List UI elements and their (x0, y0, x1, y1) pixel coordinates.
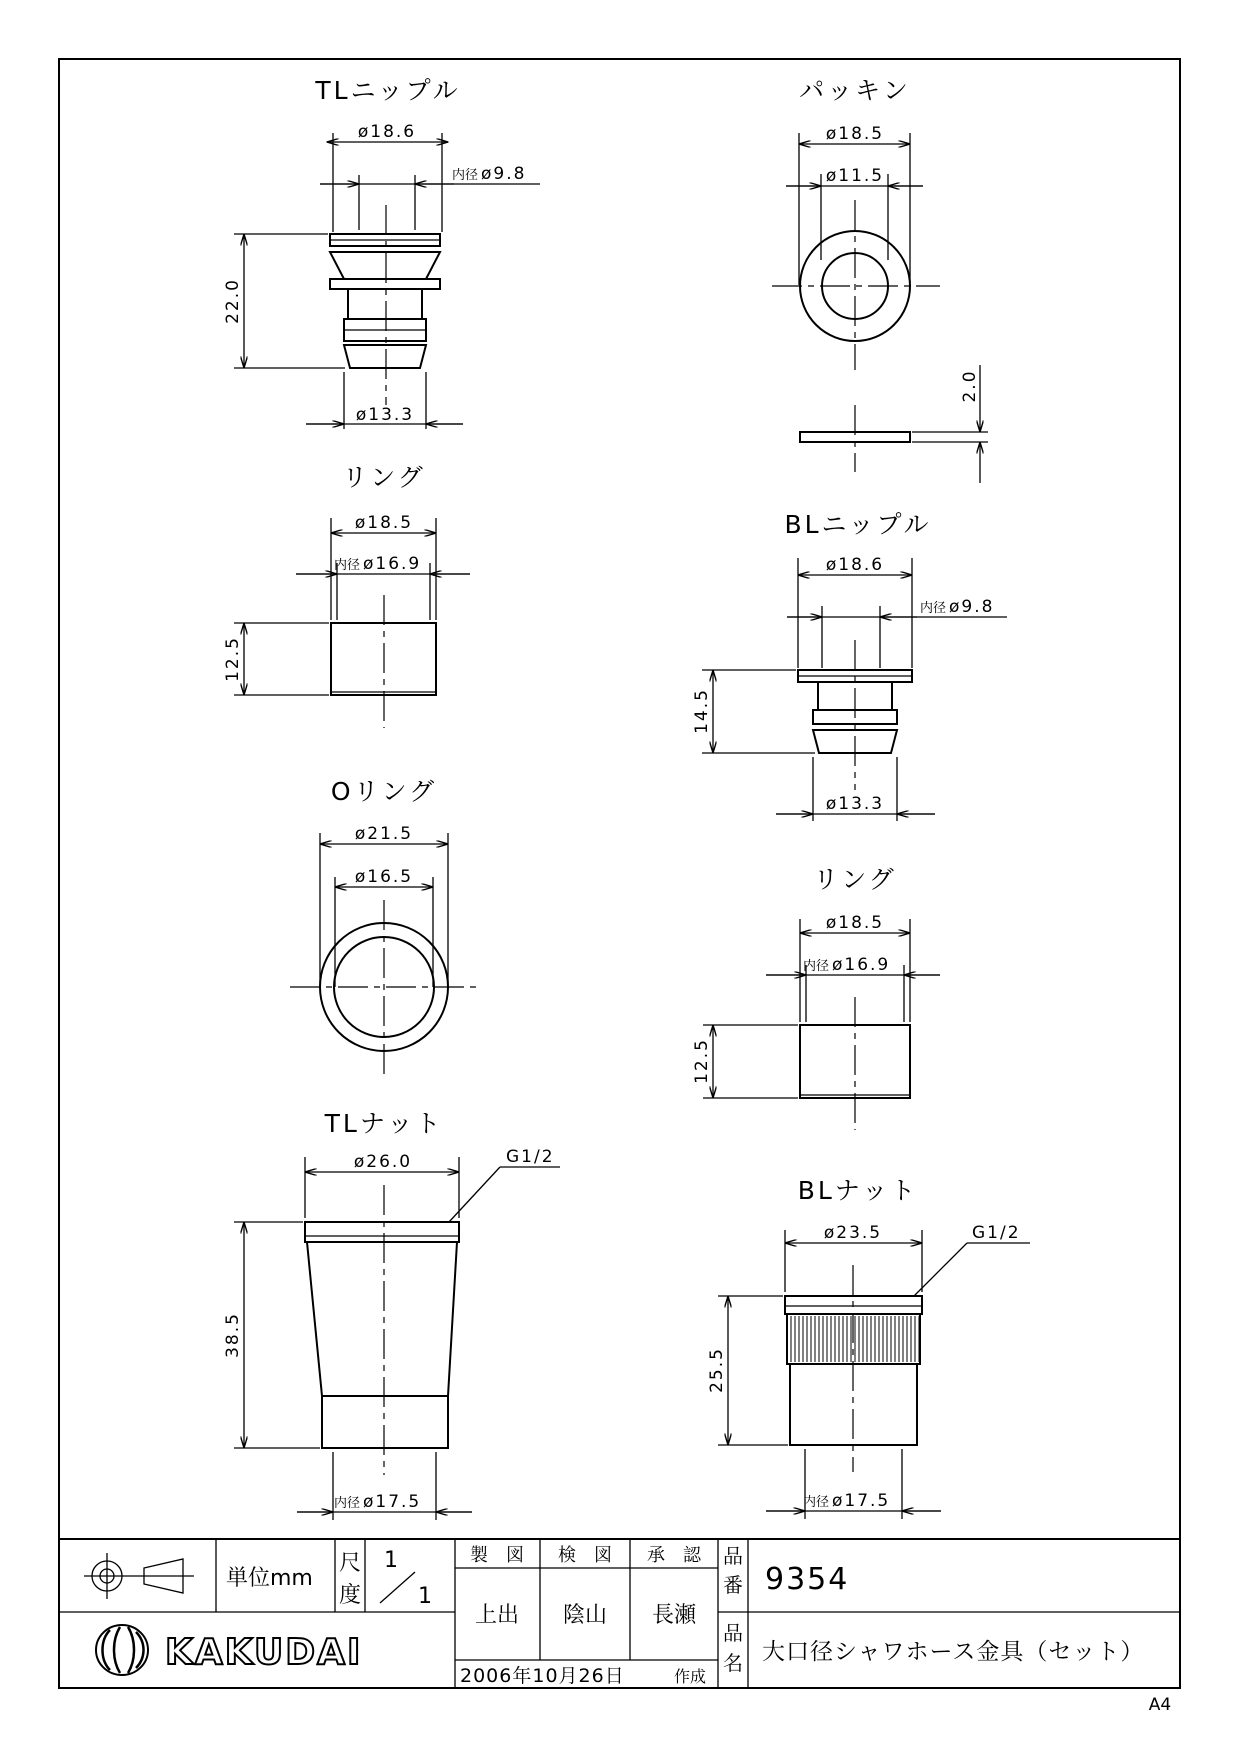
o-ring-view (290, 777, 478, 1078)
tl-nut-view (223, 1109, 560, 1520)
o-ring-title: Oリング (330, 777, 438, 806)
tl-nipple-dia-label: ø18.6 (357, 122, 417, 142)
tl-nut-title: TLナット (324, 1109, 444, 1138)
tl-nipple-inner-prefix: 内径 (452, 168, 479, 183)
scale-label-1: 尺 (339, 1551, 362, 1576)
tl-nut-thread-label: G1/2 (506, 1147, 555, 1167)
checked-label: 検 図 (558, 1545, 612, 1566)
bl-nipple-inner-label: ø9.8 (949, 597, 995, 617)
drawn-label: 製 図 (470, 1545, 524, 1566)
part-no-label-2: 番 (723, 1573, 743, 1597)
bl-nut-dia-label: ø23.5 (823, 1223, 883, 1243)
approved-by: 長瀬 (651, 1603, 697, 1628)
tl-nipple-title: TLニップル (315, 76, 461, 105)
scale-label-2: 度 (339, 1583, 362, 1608)
part-name: 大口径シャワホース金具（セット） (762, 1639, 1145, 1665)
tl-nut-height-label: 38.5 (223, 1312, 243, 1358)
bl-nipple-dia-label: ø18.6 (825, 555, 885, 575)
title-block (59, 1539, 1180, 1688)
created-label: 作成 (674, 1667, 707, 1686)
packing-title: パッキン (799, 76, 911, 105)
bl-nipple-height-label: 14.5 (692, 688, 712, 734)
o-ring-inner-label: ø16.5 (354, 867, 414, 887)
scale-denominator: 1 (418, 1584, 432, 1609)
company-name: KAKUDAI (165, 1632, 363, 1673)
tl-nut-dia-label: ø26.0 (353, 1152, 413, 1172)
tl-nipple-view (223, 76, 540, 429)
kakudai-logo (96, 1625, 362, 1675)
packing-dia-label: ø18.5 (825, 124, 885, 144)
ring-left-height-label: 12.5 (223, 636, 243, 682)
drawn-by: 上出 (474, 1603, 520, 1628)
paper-size-label: A4 (1148, 1695, 1172, 1715)
packing-view (772, 76, 988, 483)
o-ring-dia-label: ø21.5 (354, 824, 414, 844)
ring-left-view (223, 463, 470, 728)
bl-nipple-title: BLニップル (784, 510, 932, 539)
third-angle-projection-icon (84, 1553, 194, 1599)
part-name-label-2: 名 (723, 1651, 743, 1675)
tl-nut-inner-label: ø17.5 (363, 1492, 422, 1512)
bl-nipple-bottom-label: ø13.3 (825, 794, 885, 814)
part-name-label-1: 品 (723, 1621, 743, 1645)
approved-label: 承 認 (647, 1545, 701, 1566)
ring-left-inner-label: ø16.9 (363, 554, 422, 574)
scale-numerator: 1 (384, 1548, 398, 1573)
ring-right-inner-prefix: 内径 (803, 959, 830, 974)
part-no-label-1: 品 (723, 1544, 743, 1568)
ring-right-inner-label: ø16.9 (832, 955, 891, 975)
ring-left-title: リング (342, 463, 426, 492)
bl-nut-inner-label: ø17.5 (832, 1491, 891, 1511)
tl-nut-inner-prefix: 内径 (334, 1496, 361, 1511)
unit-label: 単位mm (226, 1566, 313, 1591)
ring-right-title: リング (813, 865, 897, 894)
ring-left-inner-prefix: 内径 (334, 558, 361, 573)
bl-nut-inner-prefix: 内径 (803, 1495, 830, 1510)
bl-nut-thread-label: G1/2 (972, 1223, 1021, 1243)
creation-date: 2006年10月26日 (460, 1665, 625, 1687)
bl-nut-title: BLナット (797, 1176, 919, 1205)
tl-nipple-bottom-label: ø13.3 (355, 405, 415, 425)
ring-right-dia-label: ø18.5 (825, 913, 885, 933)
ring-right-height-label: 12.5 (692, 1038, 712, 1084)
packing-thickness-label: 2.0 (960, 369, 980, 403)
bl-nipple-view (692, 510, 1007, 821)
checked-by: 陰山 (562, 1603, 608, 1628)
packing-inner-label: ø11.5 (825, 166, 885, 186)
bl-nipple-inner-prefix: 内径 (920, 601, 947, 616)
part-number: 9354 (765, 1562, 850, 1597)
tl-nipple-height-label: 22.0 (223, 278, 243, 324)
bl-nut-view (707, 1176, 1030, 1519)
ring-left-dia-label: ø18.5 (354, 513, 414, 533)
ring-right-view (692, 865, 940, 1130)
tl-nipple-inner-label: ø9.8 (481, 164, 527, 184)
bl-nut-height-label: 25.5 (707, 1347, 727, 1393)
